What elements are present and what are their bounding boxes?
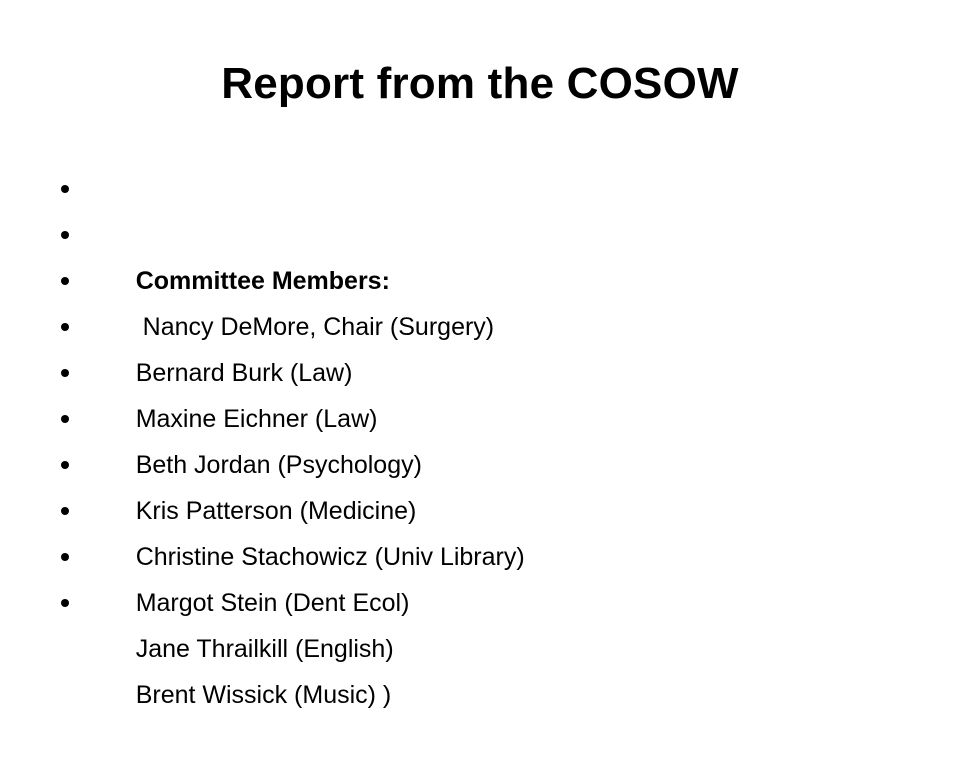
- bullet-dot-icon: [61, 323, 69, 331]
- bullet-text: Brent Wissick (Music) ): [135, 681, 392, 709]
- bullet-text: Bernard Burk (Law): [135, 359, 353, 387]
- bullet-text: Jane Thrailkill (English): [135, 635, 394, 663]
- bullet-dot-icon: [61, 461, 69, 469]
- bullet-dot-icon: [61, 369, 69, 377]
- bullet-dot-icon: [61, 507, 69, 515]
- bullet-list: [58, 166, 525, 709]
- bullet-text: Nancy DeMore, Chair (Surgery): [135, 313, 495, 341]
- bullet-dot-icon: [61, 415, 69, 423]
- bullet-text: Kris Patterson (Medicine): [135, 497, 417, 525]
- bullet-text: Margot Stein (Dent Ecol): [135, 589, 410, 617]
- bullet-dot-icon: [61, 277, 69, 285]
- bullet-dot-icon: [61, 599, 69, 607]
- bullet-dot-icon: [61, 231, 69, 239]
- bullet-text: Committee Members:: [135, 267, 390, 295]
- bullet-dot-icon: [61, 185, 69, 193]
- bullet-text: Christine Stachowicz (Univ Library): [135, 543, 525, 571]
- slide-title: Report from the COSOW: [221, 59, 739, 108]
- bullet-committee-members: [58, 166, 525, 295]
- bullet-text: Beth Jordan (Psychology): [135, 451, 422, 479]
- bullet-text: Maxine Eichner (Law): [135, 405, 378, 433]
- bullet-dot-icon: [61, 553, 69, 561]
